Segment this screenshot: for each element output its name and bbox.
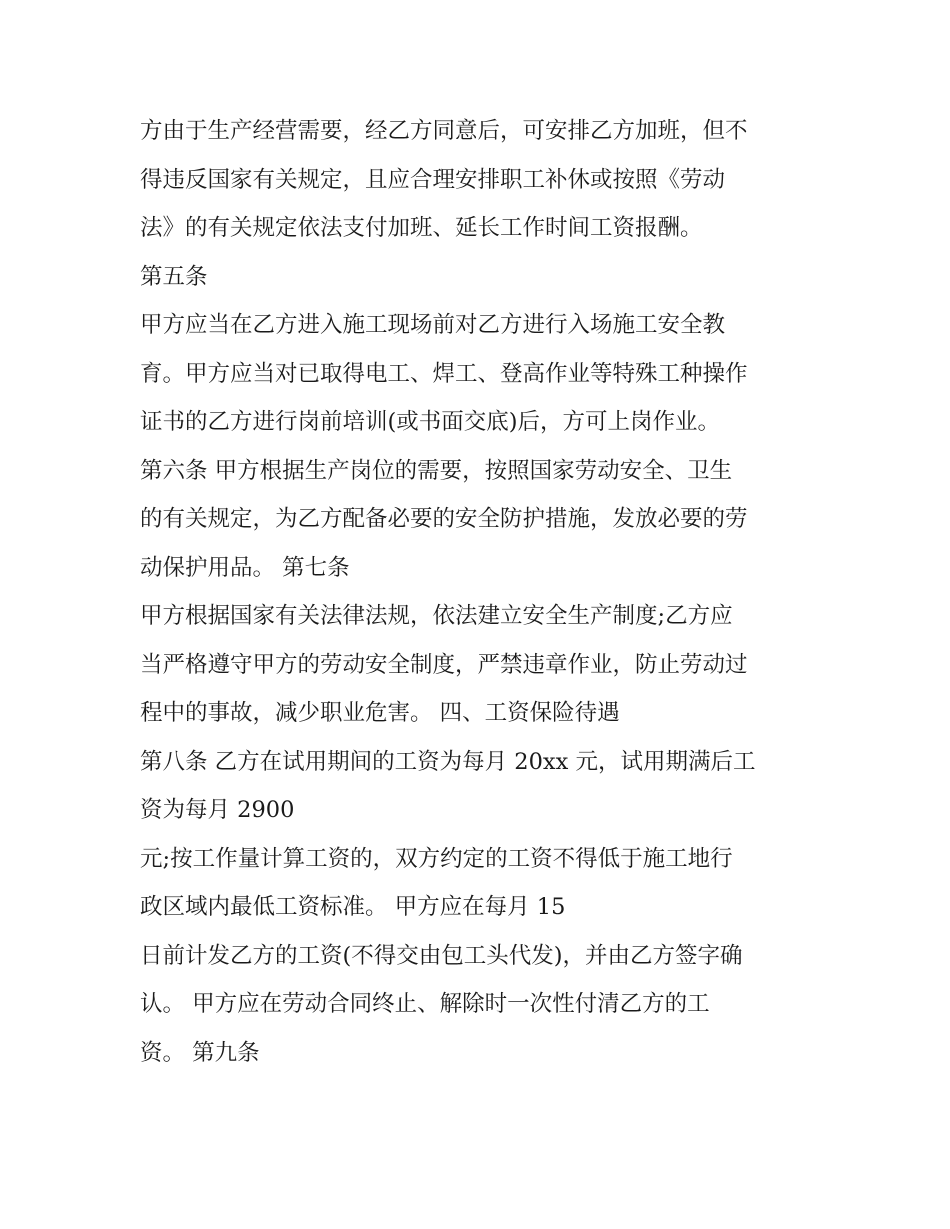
text-line: 甲方应当在乙方进入施工现场前对乙方进行入场施工安全教 xyxy=(140,312,726,338)
text-line: 日前计发乙方的工资(不得交由包工头代发)，并由乙方签字确 xyxy=(140,942,743,969)
text-line: 甲方根据国家有关法律法规，依法建立安全生产制度;乙方应 xyxy=(140,603,733,629)
text-line: 政区域内最低工资标准。 甲方应在每月 15 xyxy=(140,894,566,920)
text-line: 法》的有关规定依法支付加班、延长工作时间工资报酬。 xyxy=(140,215,703,241)
text-line: 证书的乙方进行岗前培训(或书面交底)后，方可上岗作业。 xyxy=(140,409,721,435)
text-line: 认。 甲方应在劳动合同终止、解除时一次性付清乙方的工 xyxy=(140,991,710,1017)
text-line: 当严格遵守甲方的劳动安全制度，严禁违章作业，防止劳动过 xyxy=(140,651,748,678)
text-line: 得违反国家有关规定，且应合理安排职工补休或按照《劳动 xyxy=(140,166,726,193)
text-line: 的有关规定，为乙方配备必要的安全防护措施，发放必要的劳 xyxy=(140,506,748,532)
text-line: 资为每月 2900 xyxy=(140,797,295,823)
text-line: 第八条 乙方在试用期间的工资为每月 20xx 元，试用期满后工 xyxy=(140,748,756,775)
text-line: 程中的事故，减少职业危害。 四、工资保险待遇 xyxy=(140,700,620,726)
text-line: 方由于生产经营需要，经乙方同意后，可安排乙方加班，但不 xyxy=(140,118,748,144)
text-line: 元;按工作量计算工资的，双方约定的工资不得低于施工地行 xyxy=(140,845,733,872)
text-line: 资。 第九条 xyxy=(140,1039,260,1066)
text-line: 第六条 甲方根据生产岗位的需要，按照国家劳动安全、卫生 xyxy=(140,457,733,484)
contract-text-body xyxy=(140,107,830,1077)
text-line: 育。甲方应当对已取得电工、焊工、登高作业等特殊工种操作 xyxy=(140,360,748,387)
article-heading: 第五条 xyxy=(140,263,208,290)
text-line: 动保护用品。 第七条 xyxy=(140,554,350,581)
